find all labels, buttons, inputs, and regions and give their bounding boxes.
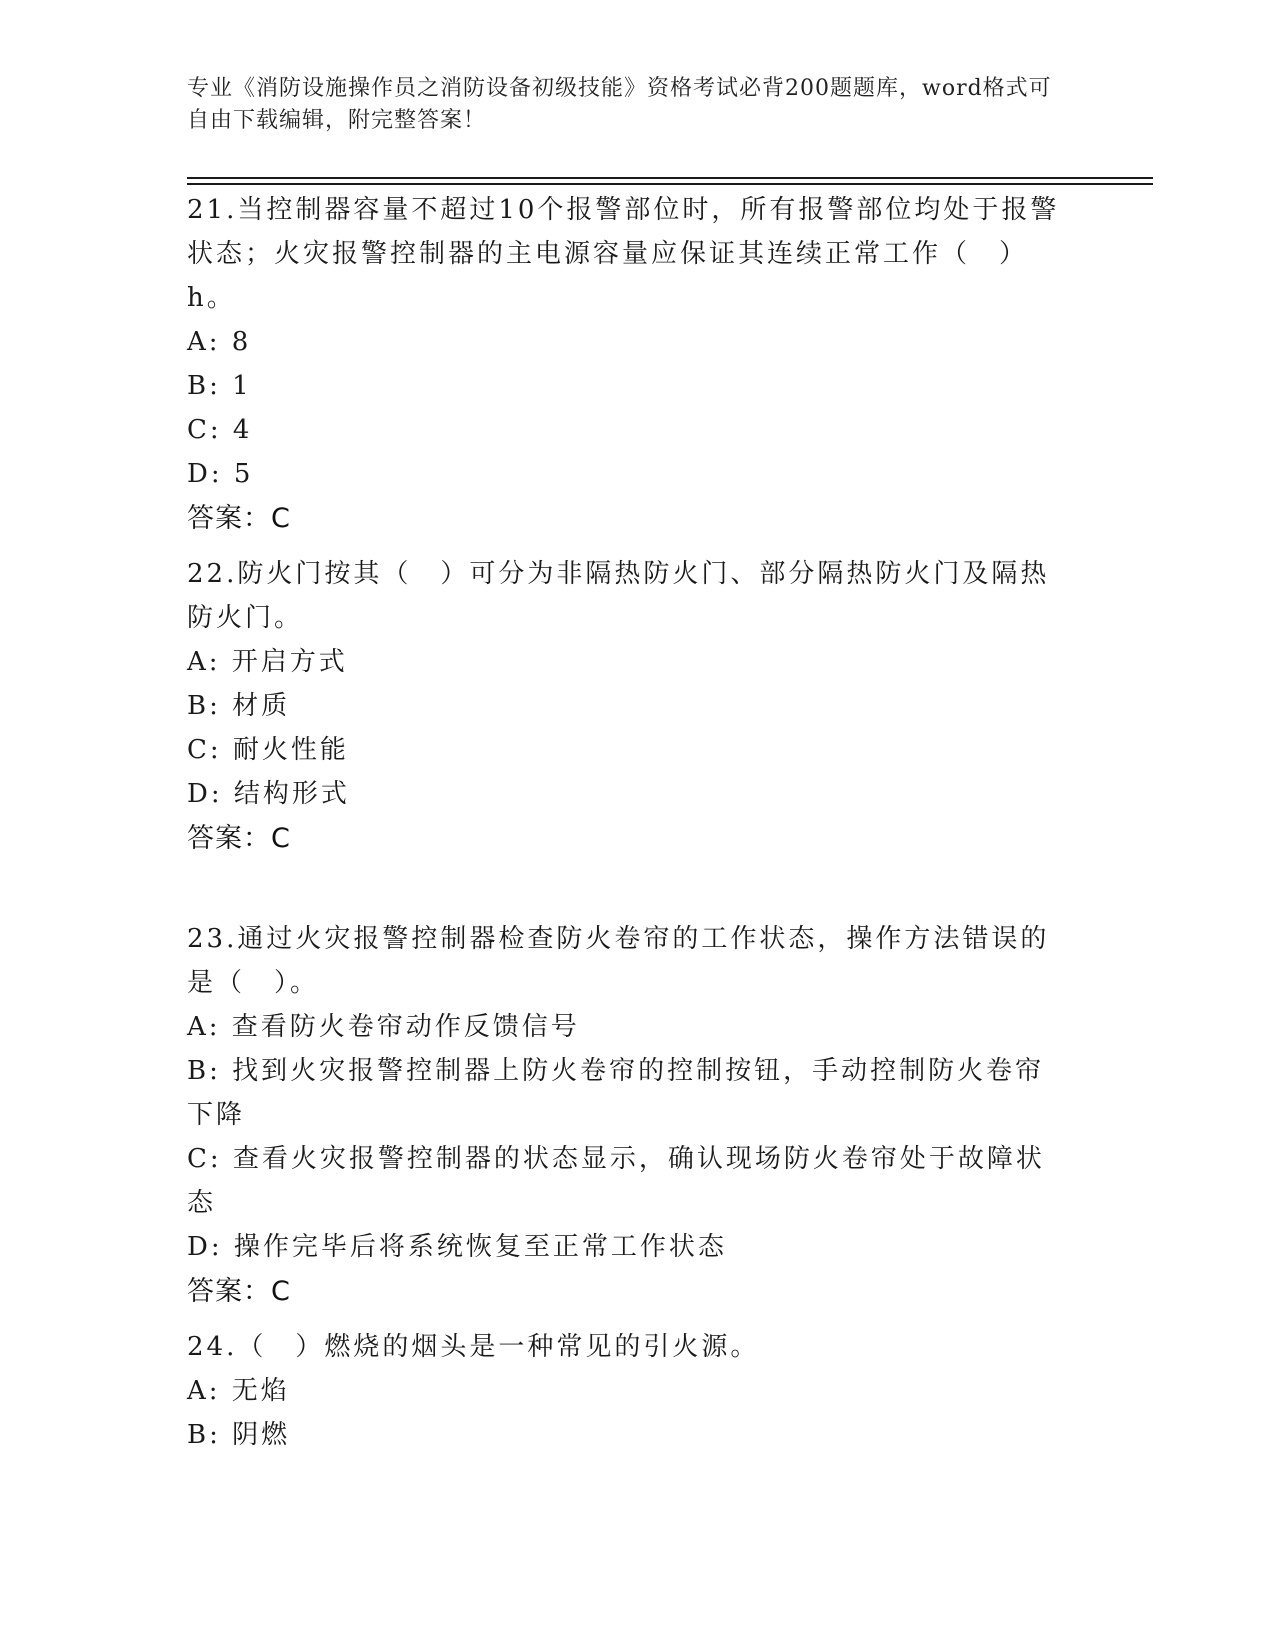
- option-b: B: 材质: [187, 691, 291, 721]
- option-a: A: 无焰: [187, 1376, 290, 1406]
- answer-line: 答案：C: [187, 823, 291, 854]
- option-b: B: 阴燃: [187, 1420, 291, 1450]
- answer-line: 答案：C: [187, 503, 291, 534]
- option-c: C: 查看火灾报警控制器的状态显示，确认现场防火卷帘处于故障状态: [187, 1144, 1045, 1218]
- option-d: D: 5: [187, 459, 254, 489]
- question-stem: 24.（ ）燃烧的烟头是一种常见的引火源。: [187, 1332, 760, 1362]
- header-divider-bottom: [187, 183, 1153, 185]
- option-a: A: 查看防火卷帘动作反馈信号: [187, 1012, 580, 1042]
- question-stem: 21.当控制器容量不超过10个报警部位时，所有报警部位均处于报警状态；火灾报警控制器的主电源容量应保证其连续正常工作（ ）h。: [187, 195, 1060, 313]
- option-b: B: 1: [187, 371, 252, 401]
- question-23: [187, 917, 1067, 1315]
- question-stem: 23.通过火灾报警控制器检查防火卷帘的工作状态，操作方法错误的是（ ）。: [187, 924, 1050, 998]
- question-21: [187, 188, 1067, 542]
- option-a: A: 8: [187, 327, 252, 357]
- option-c: C: 耐火性能: [187, 735, 349, 765]
- answer-line: 答案：C: [187, 1276, 291, 1307]
- option-a: A: 开启方式: [187, 647, 348, 677]
- option-b: B: 找到火灾报警控制器上防火卷帘的控制按钮，手动控制防火卷帘下降: [187, 1056, 1045, 1130]
- option-c: C: 4: [187, 415, 253, 445]
- option-d: D: 操作完毕后将系统恢复至正常工作状态: [187, 1232, 727, 1262]
- question-24: [187, 1325, 1067, 1457]
- option-d: D: 结构形式: [187, 779, 350, 809]
- question-22: [187, 552, 1067, 862]
- document-header: 专业《消防设施操作员之消防设备初级技能》资格考试必背200题题库，word格式可自由下载编辑，附完整答案！: [187, 76, 1052, 133]
- question-stem: 22.防火门按其（ ）可分为非隔热防火门、部分隔热防火门及隔热防火门。: [187, 559, 1050, 633]
- header-divider-top: [187, 177, 1153, 179]
